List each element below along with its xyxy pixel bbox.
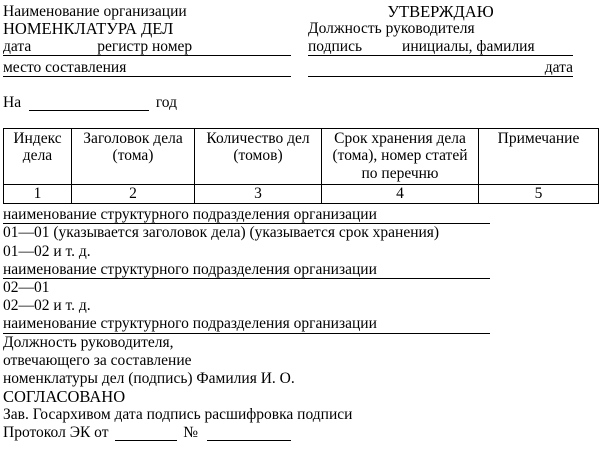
column-number-1: 1 <box>4 185 72 204</box>
head-position-line-2: отвечающего за составление <box>3 351 192 369</box>
signature-label: подпись <box>308 37 363 55</box>
register-number-label: регистр номер <box>97 37 193 55</box>
place-label: место составления <box>3 58 127 76</box>
column-header-case-index: Индекс дела <box>4 129 72 185</box>
column-header-case-title: Заголовок дела (тома) <box>72 129 195 185</box>
unit-name-line-2: наименование структурного подразделения организации <box>3 261 490 279</box>
case-02-01-line: 02—01 <box>3 278 50 296</box>
year-suffix-label: год <box>155 94 177 112</box>
approval-title: УТВЕРЖДАЮ <box>387 2 494 21</box>
approval-position-label: Должность руководителя <box>308 20 475 38</box>
head-position-line-3: номенклатуры дел (подпись) Фамилия И. О. <box>3 369 295 387</box>
year-prefix-label: На <box>3 94 22 112</box>
document-body <box>3 206 602 442</box>
document-header <box>3 3 602 77</box>
approval-date-field-line <box>308 59 573 77</box>
unit-name-line-3: наименование структурного подразделения организации <box>3 315 490 333</box>
head-position-line-1: Должность руководителя, <box>3 333 174 351</box>
case-02-02-line: 02—02 и т. д. <box>3 297 91 315</box>
case-01-02-line: 01—02 и т. д. <box>3 242 91 260</box>
protocol-line <box>3 424 602 442</box>
archive-approval-line: Зав. Госархивом дата подпись расшифровка подписи <box>3 406 353 424</box>
cases-table <box>3 128 599 204</box>
column-number-4: 4 <box>322 185 479 204</box>
year-field-blank[interactable] <box>29 95 149 111</box>
column-number-5: 5 <box>479 185 599 204</box>
place-field-line <box>3 59 291 77</box>
date-register-field-line <box>3 38 291 56</box>
column-header-case-count: Количество дел (томов) <box>195 129 322 185</box>
signature-field-line <box>308 38 573 56</box>
header-left-column <box>3 3 291 77</box>
initials-label: инициалы, фамилия <box>402 37 535 55</box>
column-header-storage-term: Срок хранения дела (тома), номер статей по перечню <box>322 129 479 185</box>
protocol-number-field-blank[interactable] <box>207 425 291 441</box>
document-title: НОМЕНКЛАТУРА ДЕЛ <box>3 19 174 39</box>
approval-block <box>308 3 573 77</box>
agreed-heading: СОГЛАСОВАНО <box>3 387 126 407</box>
column-header-note: Примечание <box>479 129 599 185</box>
column-number-2: 2 <box>72 185 195 204</box>
table-column-numbers-row <box>4 185 599 204</box>
table-header-row <box>4 129 599 185</box>
case-01-01-line: 01—01 (указывается заголовок дела) (указывается срок хранения) <box>3 224 440 242</box>
year-line <box>3 94 602 112</box>
approval-date-label: дата <box>544 58 573 76</box>
protocol-date-field-blank[interactable] <box>115 425 177 441</box>
column-number-3: 3 <box>195 185 322 204</box>
date-label: дата <box>3 37 32 55</box>
number-sign-label: № <box>183 424 199 442</box>
protocol-prefix-label: Протокол ЭК от <box>3 424 109 442</box>
unit-name-line-1: наименование структурного подразделения организации <box>3 206 490 224</box>
org-name-label: Наименование организации <box>3 3 187 20</box>
